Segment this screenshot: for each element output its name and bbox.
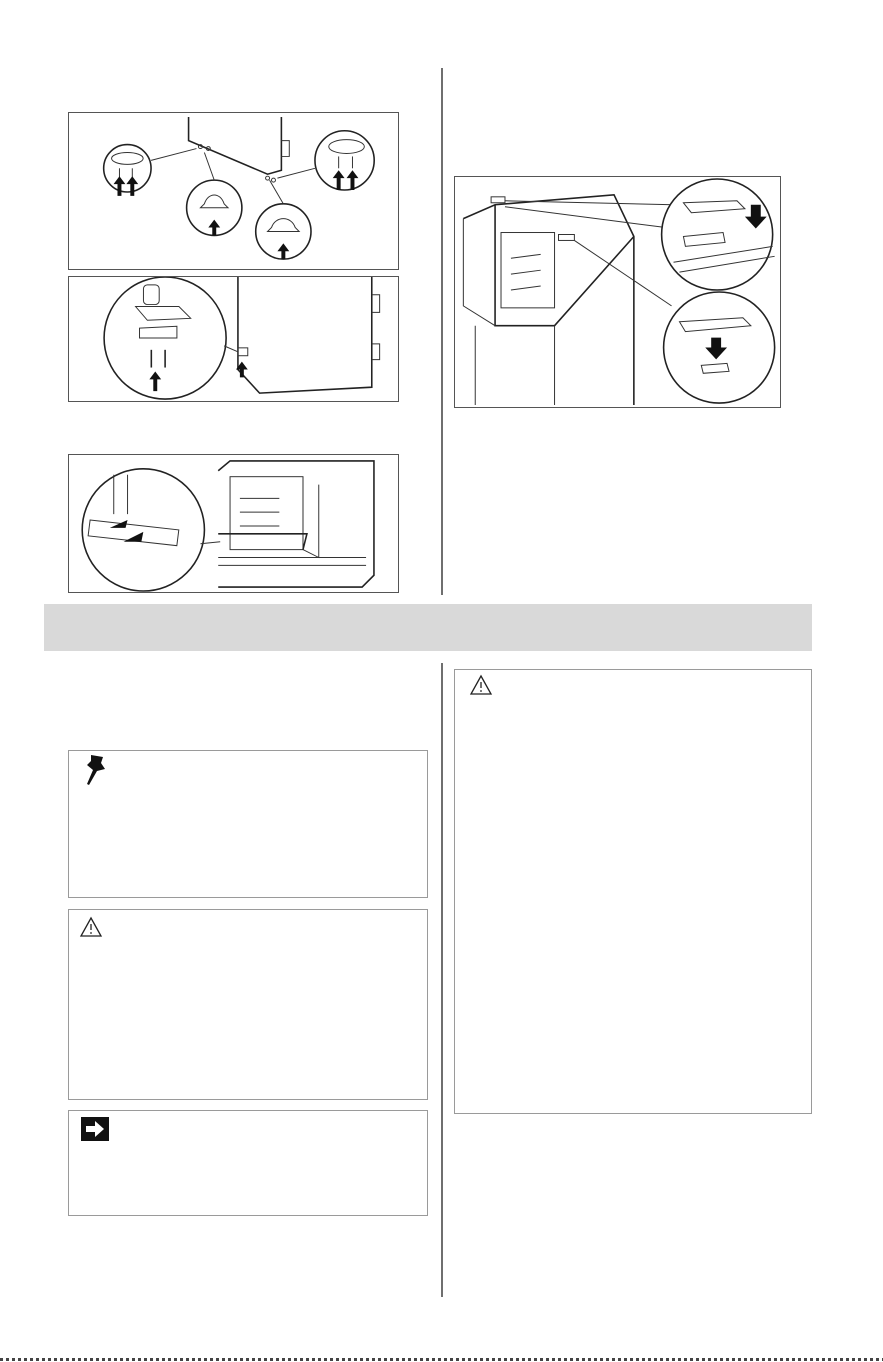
figure-door-mount bbox=[68, 454, 399, 593]
arrow-right-icon bbox=[81, 1117, 109, 1141]
note-box-info bbox=[68, 1110, 428, 1216]
warning-triangle-icon bbox=[469, 674, 493, 696]
column-divider-bottom bbox=[441, 663, 443, 1297]
note-box-warning-left bbox=[68, 909, 428, 1100]
figure-top-hinge-cover bbox=[454, 176, 781, 408]
warning-triangle-icon bbox=[79, 916, 103, 938]
note-box-pin bbox=[68, 750, 428, 898]
section-header-bar bbox=[44, 604, 812, 651]
pushpin-icon bbox=[83, 753, 109, 787]
note-box-warning-right bbox=[454, 669, 812, 1114]
page-bottom-rule bbox=[0, 1358, 883, 1361]
figure-hinge-pin bbox=[68, 276, 399, 402]
figure-hinge-removal bbox=[68, 112, 399, 270]
column-divider-top bbox=[441, 68, 443, 595]
